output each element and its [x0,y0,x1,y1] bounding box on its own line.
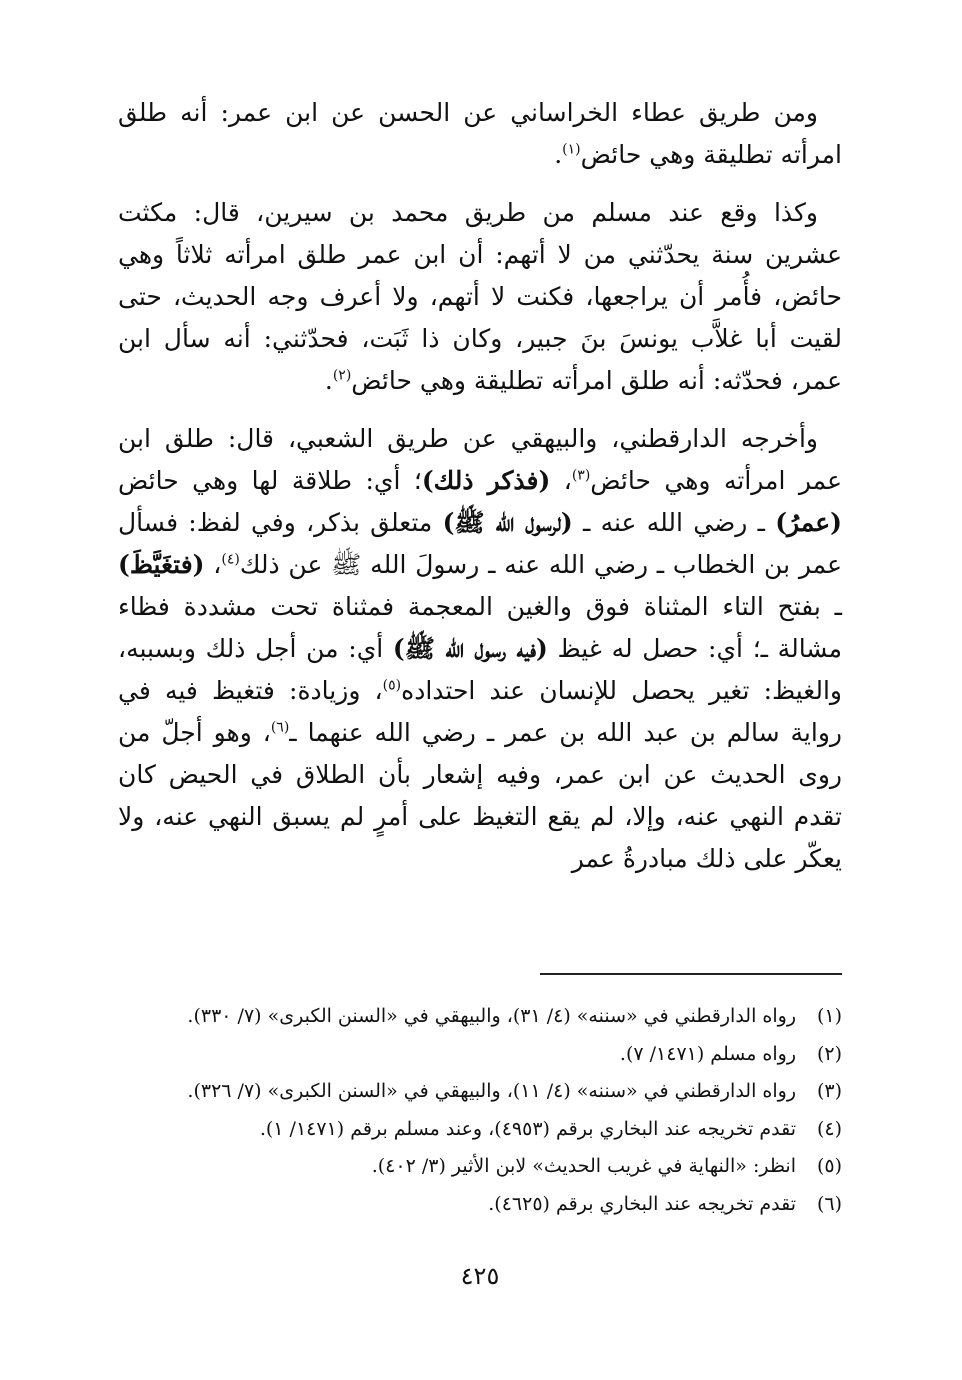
footnote-number: (٦) [816,1192,842,1215]
footnote-ref-3: (٣) [571,467,591,484]
matn-quote-4: (فتغَيَّظَ) [118,550,205,579]
footnote-text: رواه الدارقطني في «سننه» (٤/ ٣١)، والبيهقي في «السنن الكبرى» (٧/ ٣٣٠). [187,1005,796,1027]
paragraph-3-text-g: ـ بفتح التاء المثناة فوق والغين المعجمة فمثناة تحت مشددة فظاء مشالة ـ؛ أي: حصل له غيظ [118,592,843,663]
footnote-ref-4: (٤) [221,551,240,568]
footnote-6 [118,1186,842,1224]
paragraph-3-text-d: ـ رضي الله عنه ـ [572,508,776,537]
footnote-ref-5: (٥) [382,677,402,694]
footnote-number: (١) [816,1005,842,1027]
footnote-text: رواه مسلم (١٤٧١/ ٧). [619,1042,796,1065]
main-text [118,92,842,896]
paragraph-3 [118,418,842,880]
paragraph-2-text: وكذا وقع عند مسلم من طريق محمد بن سيرين، قال: مكثت عشرين سنة يحدّثني من لا أتهم: أن ابن عمر طلق امرأته ثلاثاً وهي حائض، فأُمر أن يراجعها، فكنت لا أتهم، ولا أعرف وجه الحديث، حتى لقيت أبا غلاَّب يونسَ بنَ جبير، وكان ذا ثَبَت، فحدّثني: أنه سأل ابن عمر، فحدّثه: أنه طلق امرأته تطليقة وهي حائض [118,198,842,395]
paragraph-1-text: ومن طريق عطاء الخراساني عن الحسن عن ابن عمر: أنه طلق امرأته تطليقة وهي حائض [118,98,842,169]
footnote-number: (٢) [816,1042,842,1065]
footnotes-list [118,998,842,1223]
footnote-text: تقدم تخريجه عند البخاري برقم (٤٩٥٣)، وعند مسلم برقم (١٤٧١/ ١). [259,1117,796,1140]
footnote-separator [540,973,842,975]
paragraph-3-text-a: وأخرجه الدارقطني، والبيهقي عن طريق الشعبي، قال: طلق ابن عمر امرأته وهي حائض [118,424,843,495]
footnote-text: رواه الدارقطني في «سننه» (٤/ ١١)، والبيهقي في «السنن الكبرى» (٧/ ٣٢٦). [187,1080,796,1102]
footnote-text: تقدم تخريجه عند البخاري برقم (٤٦٢٥). [488,1192,796,1215]
footnote-text: انظر: «النهاية في غريب الحديث» لابن الأثير (٣/ ٤٠٢). [371,1155,796,1177]
paragraph-3-text-f: ، [204,550,222,579]
matn-quote-3: (لرسول الله ﷺ) [442,508,573,537]
paragraph-2 [118,192,842,402]
page-number: ٤٢٥ [460,1262,500,1290]
paragraph-1-end: . [554,140,563,169]
footnote-number: (٥) [816,1155,842,1177]
matn-quote-2: (عمرُ) [775,508,843,537]
paragraph-3-text-b: ، [550,466,572,495]
paragraph-3-text-c: ؛ أي: طلاقة لها وهي حائض [118,466,422,495]
paragraph-1 [118,92,842,176]
paragraph-2-end: . [324,366,333,395]
footnote-4 [118,1111,842,1149]
paragraph-3-text-i: ، وزيادة: فتغيظ فيه في رواية سالم بن عبد الله بن عمر ـ رضي الله عنهما ـ [118,676,842,747]
paragraph-3-text-j: ، وهو أجلّ من روى الحديث عن ابن عمر، وفيه إشعار بأن الطلاق في الحيض كان تقدم النهي عنه، وإلا، لم يقع التغيظ على أمرٍ لم يسبق النهي عنه، ولا يعكّر على ذلك مبادرةُ عمر [118,718,842,873]
footnote-number: (٣) [816,1080,842,1102]
paragraph-3-text-e: متعلق بذكر، وفي لفظ: فسأل عمر بن الخطاب ـ رضي الله عنه ـ رسولَ الله ﷺ عن ذلك [118,508,843,579]
footnote-number: (٤) [816,1117,842,1140]
footnote-ref-2: (٢) [332,367,352,384]
paragraph-3-text-h: أي: من أجل ذلك وبسببه، والغيظ: تغير يحصل للإنسان عند احتداده [118,634,843,705]
footnote-ref-6: (٦) [270,719,290,736]
matn-quote-5: (فيه رسول الله ﷺ) [392,634,548,663]
footnote-2 [118,1036,842,1074]
footnote-5 [118,1148,842,1186]
footnote-1 [118,998,842,1036]
footnote-ref-1: (١) [562,141,581,158]
matn-quote-1: (فذكر ذلك) [421,466,551,495]
footnote-3 [118,1073,842,1111]
